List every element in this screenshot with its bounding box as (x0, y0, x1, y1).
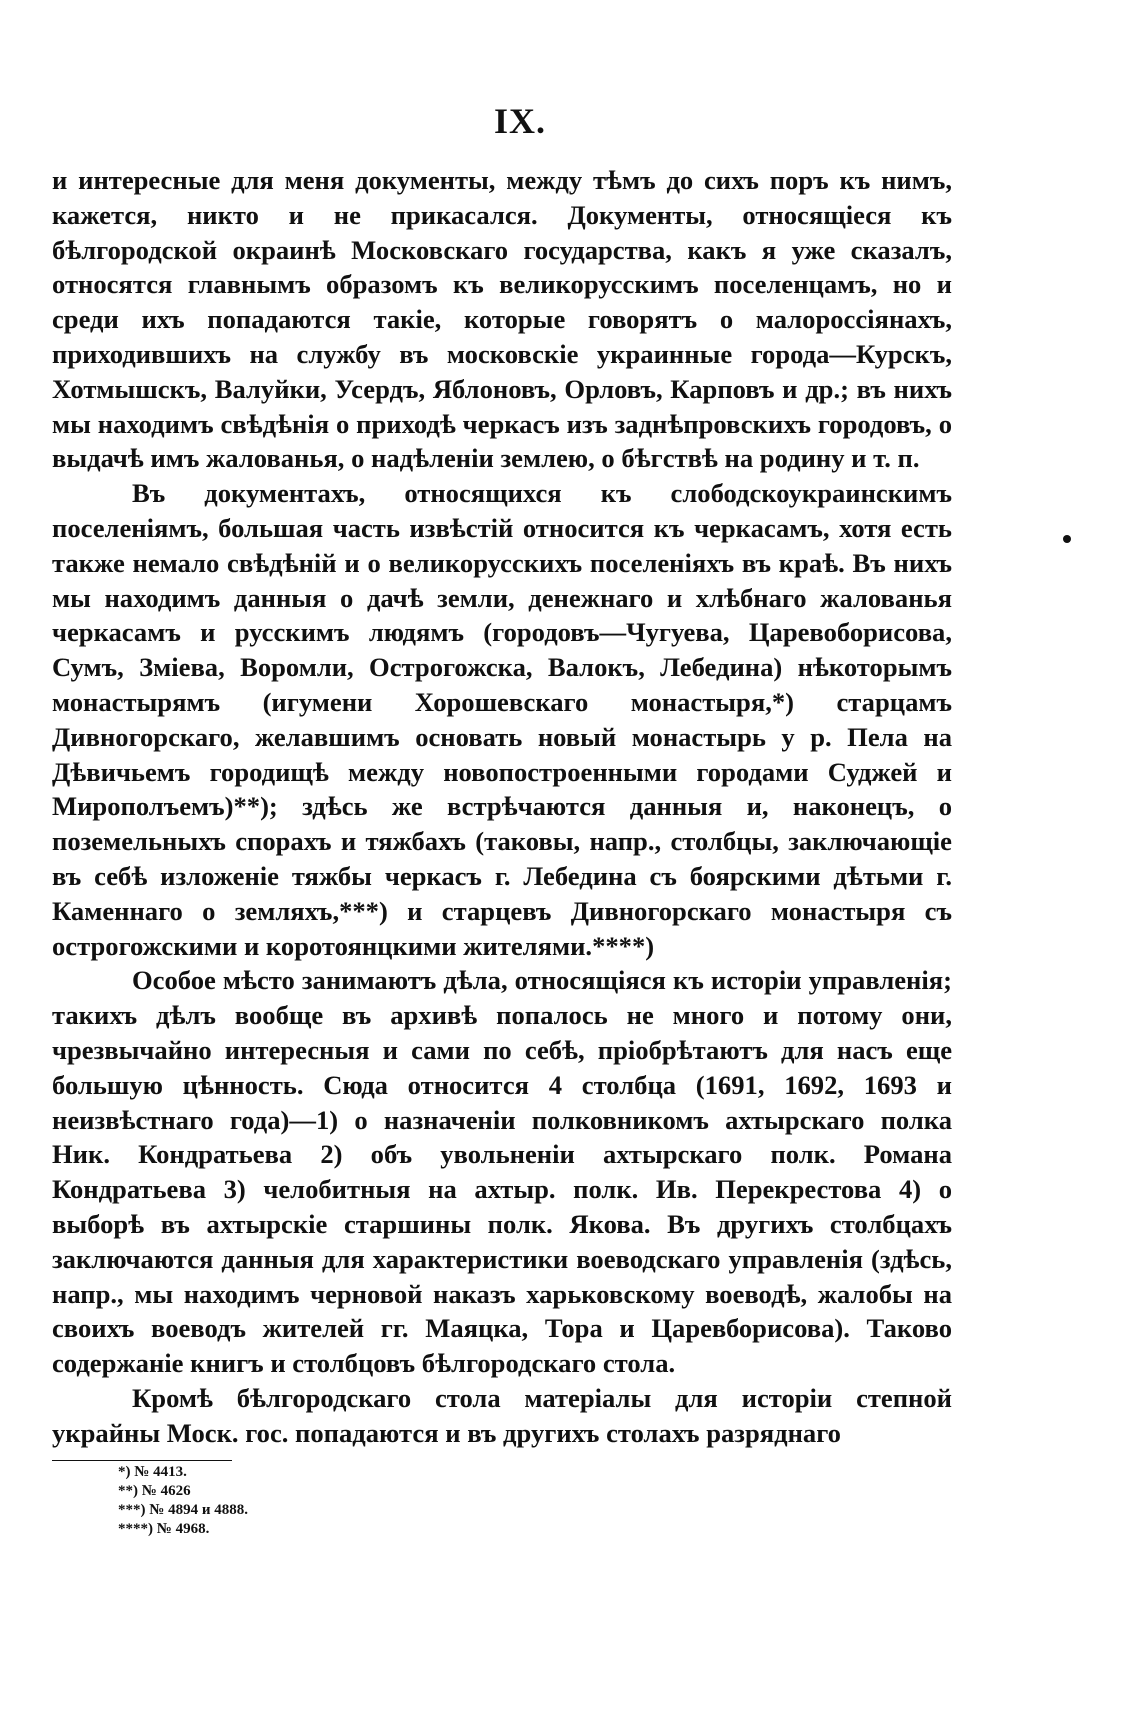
page-number: IX. (493, 101, 546, 141)
margin-ink-dot (1063, 535, 1071, 543)
paragraph-1: и интересные для меня документы, между тѣмъ до сихъ поръ къ нимъ, кажется, никто и не прикасался. Документы, относящіеся къ бѣлгородской окраинѣ Московскаго государства, какъ я уже сказалъ, относятся главнымъ образомъ къ великорусскимъ поселенцамъ, но и среди ихъ попадаются такіе, которые говорятъ о малороссіянахъ, приходившихъ на службу въ московскіе украинные города—Курскъ, Хотмышскъ, Валуйки, Усердъ, Яблоновъ, Орловъ, Карповъ и др.; въ нихъ мы находимъ свѣдѣнія о приходѣ черкасъ изъ заднѣпровскихъ городовъ, о выдачѣ имъ жалованья, о надѣленіи землею, о бѣгствѣ на родину и т. п. (52, 165, 952, 474)
paragraph-4: Кромѣ бѣлгородскаго стола матеріалы для исторіи степной украйны Моск. гос. попадаются и въ другихъ столахъ разряднаго (52, 1382, 952, 1448)
footnotes (118, 1463, 248, 1539)
footnote-2: **) № 4626 (118, 1483, 191, 1499)
footnote-1: *) № 4413. (118, 1464, 187, 1480)
paragraph-3: Особое мѣсто занимаютъ дѣла, относящіяся къ исторіи управленія; такихъ дѣлъ вообще въ архивѣ попалось не много и потому они, чрезвычайно интересныя и сами по себѣ, пріобрѣтаютъ для насъ еще большую цѣнность. Сюда относится 4 столбца (1691, 1692, 1693 и неизвѣстнаго года)—1) о назначеніи полковникомъ ахтырскаго полка Ник. Кондратьева 2) объ увольненіи ахтырскаго полк. Романа Кондратьева 3) челобитныя на ахтыр. полк. Ив. Перекрестова 4) о выборѣ въ ахтырскіе старшины полк. Якова. Въ другихъ столбцахъ заключаются данныя для характеристики воеводскаго управленія (здѣсь, напр., мы находимъ черновой наказъ харьковскому воеводѣ, жалобы на своихъ воеводъ жителей гг. Маяцка, Тора и Царевборисова). Таково содержаніе книгъ и столбцовъ бѣлгородскаго стола. (52, 965, 952, 1379)
footnote-3: ***) № 4894 и 4888. (118, 1502, 248, 1518)
footnote-divider (52, 1460, 232, 1461)
body-text (52, 163, 952, 1450)
footnote-4: ****) № 4968. (118, 1521, 210, 1537)
paragraph-2: Въ документахъ, относящихся къ слободскоукраинскимъ поселеніямъ, большая часть извѣстій относится къ черкасамъ, хотя есть также немало свѣдѣній и о великорусскихъ поселеніяхъ въ краѣ. Въ нихъ мы находимъ данныя о дачѣ земли, денежнаго и хлѣбнаго жалованья черкасамъ и русскимъ людямъ (городовъ—Чугуева, Царевоборисова, Сумъ, Зміева, Воромли, Острогожска, Валокъ, Лебедина) нѣкоторымъ монастырямъ (игумени Хорошевскаго монастыря,*) старцамъ Дивногорскаго, желавшимъ основать новый монастырь у р. Пела на Дѣвичьемъ городищѣ между новопостроенными городами Суджей и Мирополъемъ)**); здѣсь же встрѣчаются данныя и, наконецъ, о поземельныхъ спорахъ и тяжбахъ (таковы, напр., столбцы, заключающіе въ себѣ изложеніе тяжбы черкасъ г. Лебедина съ боярскими дѣтьми г. Каменнаго о земляхъ,***) и старцевъ Дивногорскаго монастыря съ острогожскими и коротоянцкими жителями.****) (52, 478, 952, 961)
